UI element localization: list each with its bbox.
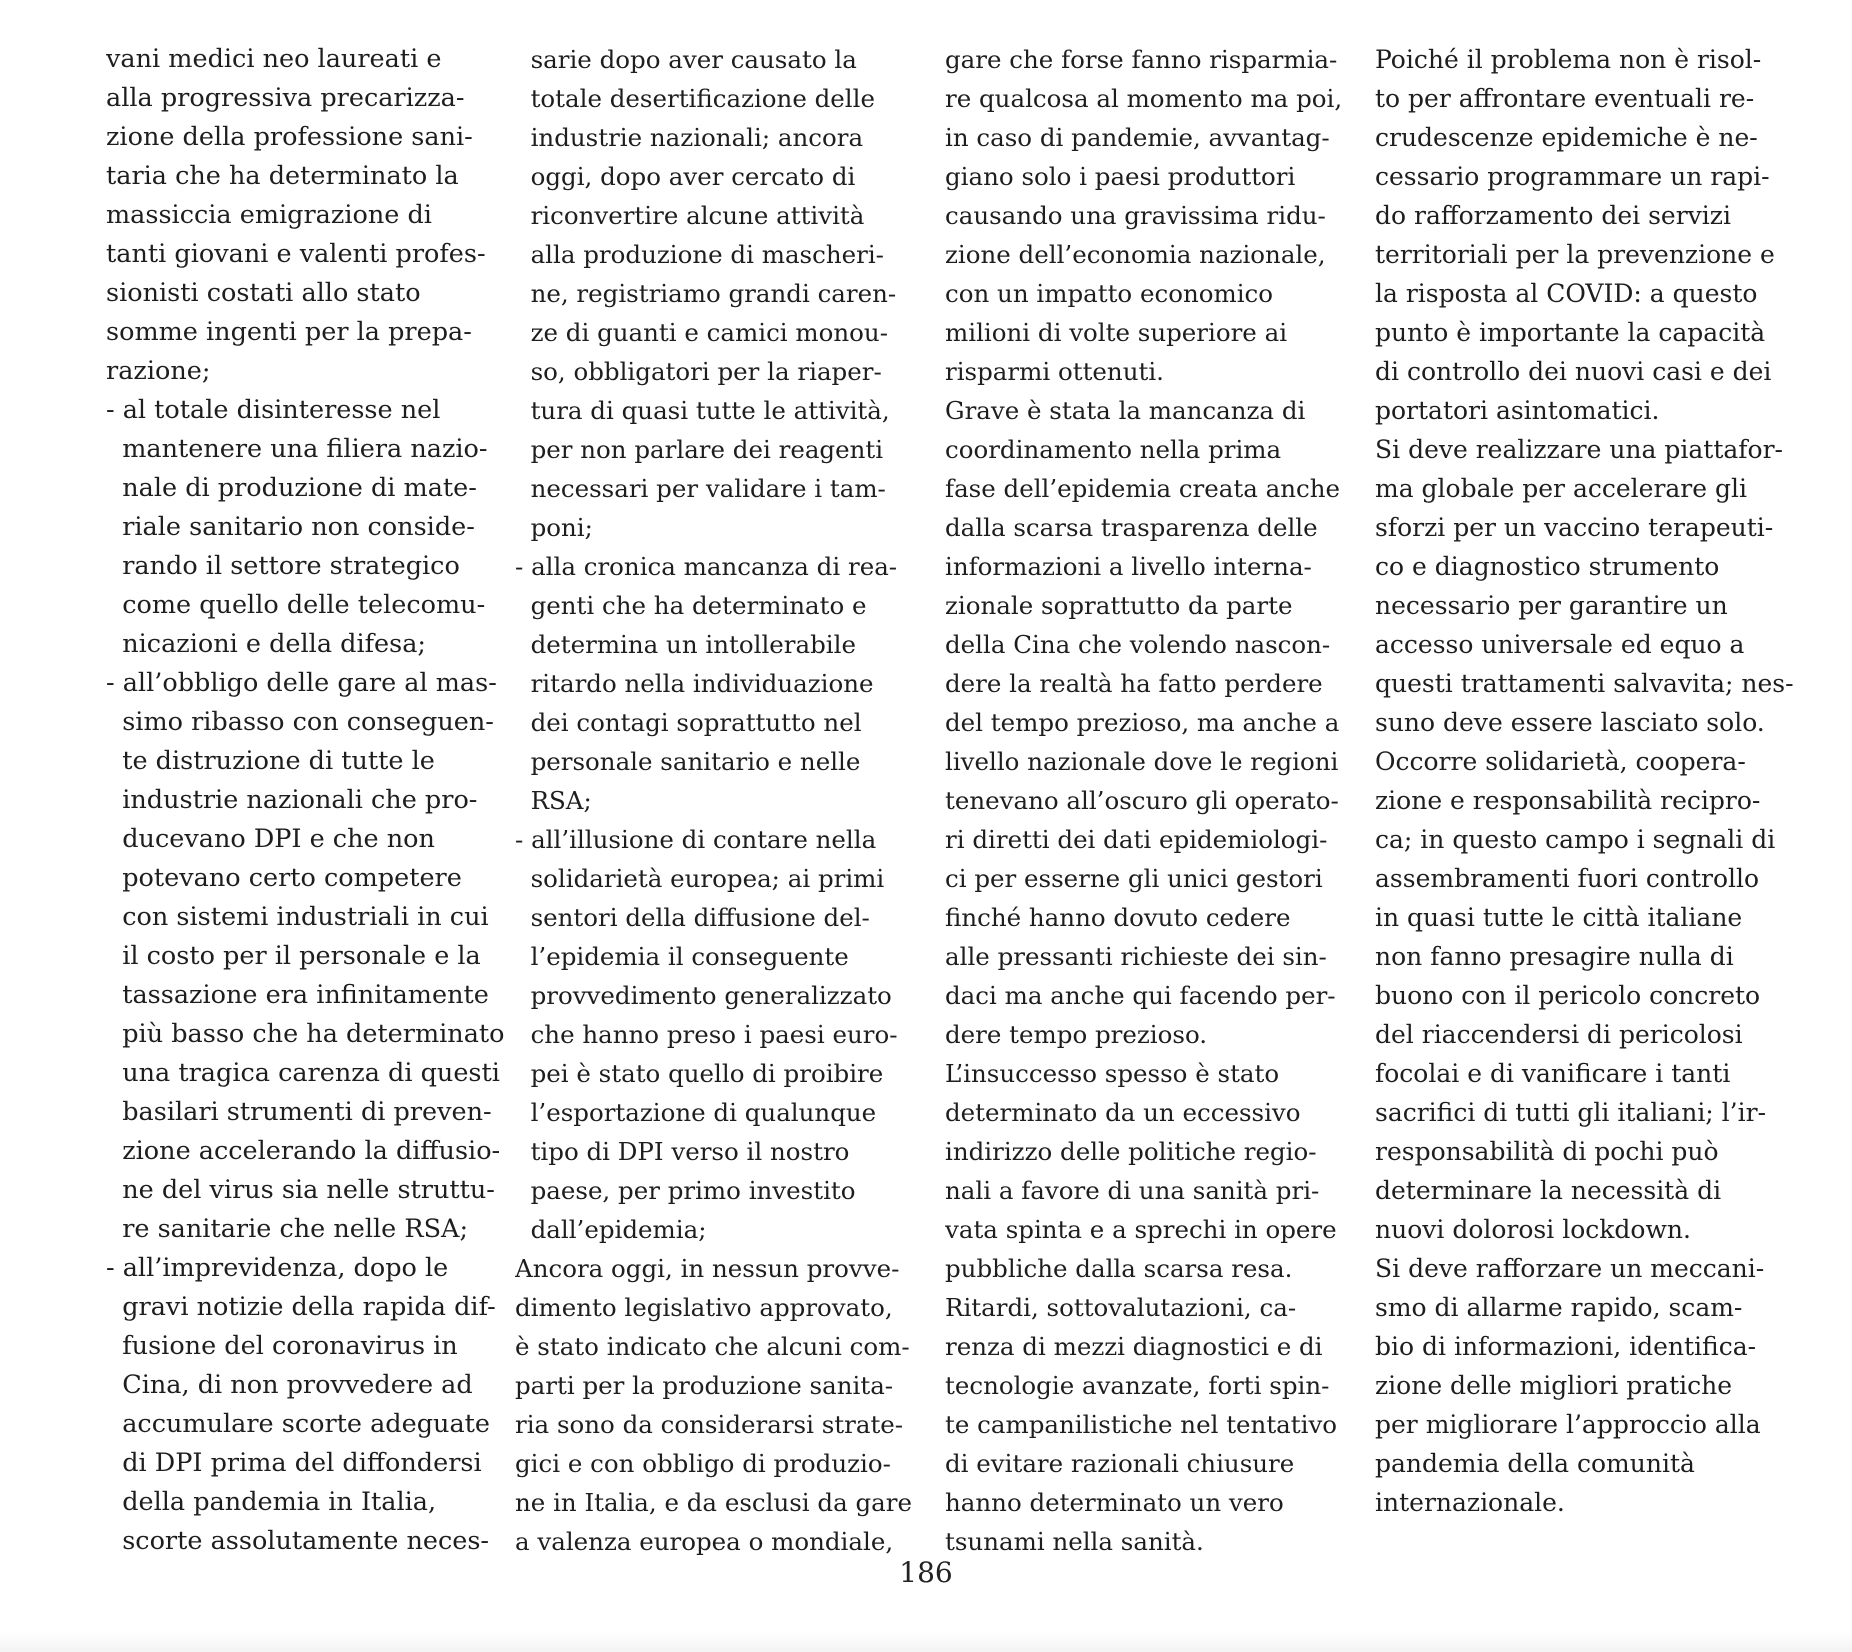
page-number: 186 <box>899 1556 953 1589</box>
scan-edge <box>0 1632 1852 1652</box>
text-column-3: gare che forse fanno risparmia- re qualcosa al momento ma poi, in caso di pandemie, avvantag- giano solo i paesi produttori causando una gravissima ridu- zione dell’economia nazionale, con un impatto economico milioni di volte superiore ai risparmi ottenuti. Grave è stata la mancanza di coordinamento nella prima fase dell’epidemia creata anche dalla scarsa trasparenza delle informazioni a livello interna- zionale soprattutto da parte della Cina che volendo nascon- dere la realtà ha fatto perdere del tempo prezioso, ma anche a livello nazionale dove le regioni tenevano all’oscuro gli operato- ri diretti dei dati epidemiologi- ci per esserne gli unici gestori finché hanno dovuto cedere alle pressanti richieste dei sin- daci ma anche qui facendo per- dere tempo prezioso. L’insuccesso spesso è stato determinato da un eccessivo indirizzo delle politiche regio- nali a favore di una sanità pri- vata spinta e a sprechi in opere pubbliche dalla scarsa resa. Ritardi, sottovalutazioni, ca- renza di mezzi diagnostici e di tecnologie avanzate, forti spin- te campanilistiche nel tentativo di evitare razionali chiusure hanno determinato un vero tsunami nella sanità. <box>945 45 1343 1556</box>
text-column-2: sarie dopo aver causato la totale desertificazione delle industrie nazionali; ancora oggi, dopo aver cercato di riconvertire alcune attività alla produzione di mascheri- ne, registriamo grandi caren- ze di guanti e camici monou- so, obbligatori per la riaper- tura di quasi tutte le attività, per non parlare dei reagenti necessari per validare i tam- poni; - alla cronica mancanza di rea- genti che ha determinato e determina un intollerabile ritardo nella individuazione dei contagi soprattutto nel personale sanitario e nelle RSA; - all’illusione di contare nella solidarietà europea; ai primi sentori della diffusione del- l’epidemia il conseguente provvedimento generalizzato che hanno preso i paesi euro- pei è stato quello di proibire l’esportazione di qualunque tipo di DPI verso il nostro paese, per primo investito dall’epidemia; Ancora oggi, in nessun provve- dimento legislativo approvato, è stato indicato che alcuni com- parti per la produzione sanita- ria sono da considerarsi strate- gici e con obbligo di produzio- ne in Italia, e da esclusi da gare a valenza europea o mondiale, <box>515 45 913 1556</box>
text-column-4: Poiché il problema non è risol- to per affrontare eventuali re- crudescenze epidemiche è ne- cessario programmare un rapi- do rafforzamento dei servizi territoriali per la prevenzione e la risposta al COVID: a questo punto è importante la capacità di controllo dei nuovi casi e dei portatori asintomatici. Si deve realizzare una piattafor- ma globale per accelerare gli sforzi per un vaccino terapeuti- co e diagnostico strumento necessario per garantire un accesso universale ed equo a questi trattamenti salvavita; nes- suno deve essere lasciato solo. Occorre solidarietà, coopera- zione e responsabilità recipro- ca; in questo campo i segnali di assembramenti fuori controllo in quasi tutte le città italiane non fanno presagire nulla di buono con il pericolo concreto del riaccendersi di pericolosi focolai e di vanificare i tanti sacrifici di tutti gli italiani; l’ir- responsabilità di pochi può determinare la necessità di nuovi dolorosi lockdown. Si deve rafforzare un meccani- smo di allarme rapido, scam- bio di informazioni, identifica- zione delle migliori pratiche per migliorare l’approccio alla pandemia della comunità internazionale. <box>1375 45 1794 1517</box>
text-column-1: vani medici neo laureati e alla progressiva precarizza- zione della professione sani- taria che ha determinato la massiccia emigrazione di tanti giovani e valenti profes- sionisti costati allo stato somme ingenti per la prepa- razione; - al totale disinteresse nel mantenere una filiera nazio- nale di produzione di mate- riale sanitario non conside- rando il settore strategico come quello delle telecomu- nicazioni e della difesa; - all’obbligo delle gare al mas- simo ribasso con conseguen- te distruzione di tutte le industrie nazionali che pro- ducevano DPI e che non potevano certo competere con sistemi industriali in cui il costo per il personale e la tassazione era infinitamente più basso che ha determinato una tragica carenza di questi basilari strumenti di preven- zione accelerando la diffusio- ne del virus sia nelle struttu- re sanitarie che nelle RSA; - all’imprevidenza, dopo le gravi notizie della rapida dif- fusione del coronavirus in Cina, di non provvedere ad accumulare scorte adeguate di DPI prima del diffondersi della pandemia in Italia, scorte assolutamente neces- <box>106 44 505 1556</box>
